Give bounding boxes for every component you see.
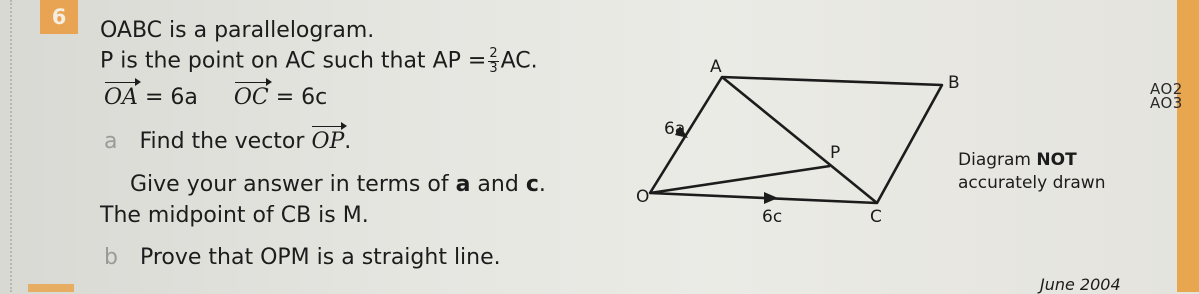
- part-b-text: Prove that OPM is a straight line.: [139, 245, 501, 270]
- ao3-label: AO3: [1150, 94, 1183, 112]
- vector-oa-value: = 6a: [144, 85, 198, 110]
- parallelogram-outline: [650, 77, 942, 203]
- note-not: NOT: [1036, 150, 1077, 170]
- diagonal-ac: [722, 77, 877, 203]
- diagram-note-line1: [958, 150, 1077, 170]
- fraction-numerator: 2: [489, 46, 498, 61]
- diagram-note-line2: accurately drawn: [958, 173, 1106, 193]
- line-op: [650, 166, 830, 193]
- label-p: P: [830, 143, 841, 163]
- label-c: C: [870, 207, 882, 227]
- p-line-text: P is the point on AC such that: [100, 48, 426, 74]
- instruction-c: c: [525, 172, 539, 197]
- label-6c: 6c: [762, 207, 783, 227]
- instruction-pre: Give your answer in terms of: [130, 172, 456, 197]
- part-a-text: Find the vector: [139, 129, 305, 154]
- part-a-letter: a: [104, 129, 118, 154]
- label-b: B: [948, 73, 960, 93]
- label-6a: 6a: [664, 119, 686, 139]
- vector-oa: OA: [104, 85, 138, 110]
- part-b-letter: b: [104, 245, 118, 270]
- part-a-end: .: [344, 129, 352, 154]
- label-o: O: [636, 187, 650, 207]
- ap-lhs: AP =: [432, 48, 487, 74]
- fraction-denominator: 3: [489, 61, 498, 76]
- instruction-mid: and: [470, 172, 526, 197]
- question-number: 6: [51, 5, 67, 29]
- midpoint-text: The midpoint of CB is M.: [100, 203, 369, 228]
- instruction-end: .: [538, 172, 546, 197]
- ap-rhs: AC.: [500, 48, 538, 74]
- label-a: A: [710, 57, 722, 77]
- vector-op: OP: [311, 129, 345, 154]
- ao2-label: AO2: [1150, 80, 1183, 98]
- arrow-oc: [764, 192, 778, 204]
- source-date: June 2004: [1040, 275, 1121, 294]
- vector-oc: OC: [233, 85, 269, 110]
- vector-oc-value: = 6c: [275, 85, 328, 110]
- intro-text: OABC is a parallelogram.: [100, 18, 375, 43]
- note-pre: Diagram: [958, 150, 1037, 170]
- instruction-a: a: [455, 172, 471, 197]
